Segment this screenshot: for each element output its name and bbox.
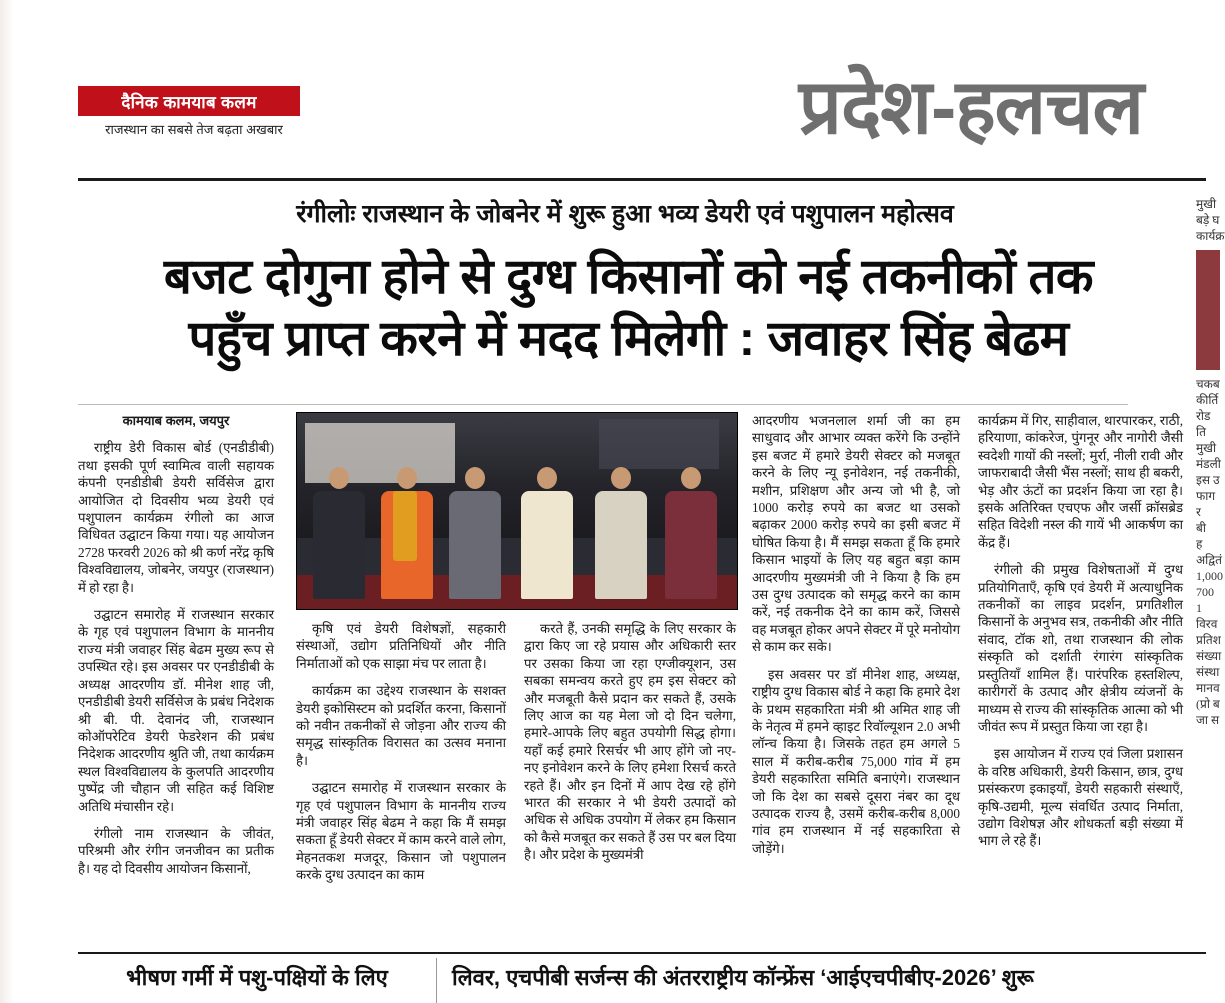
masthead-divider bbox=[78, 178, 1206, 181]
headline-line-2: पहुँच प्राप्त करने में मदद मिलेगी : जवाहर सिंह बेढम bbox=[188, 312, 1069, 366]
headline-divider bbox=[78, 404, 1128, 405]
photo-person bbox=[379, 467, 435, 599]
edge-text: फाग र bbox=[1196, 489, 1216, 519]
paragraph: उद्घाटन समारोह में राजस्थान सरकार के गृह एवं पशुपालन विभाग के माननीय राज्य मंत्री जवाहर सिंह बेढम ने कहा कि मैं समझ सकता हूँ डेयरी सेक्टर में काम करने वाले लोग, मेहनतकश मजदूर, किसान जो पशुपालन करके दुग्ध उत्पादन का काम bbox=[296, 780, 506, 883]
photo-person bbox=[311, 467, 367, 599]
byline: कामयाब कलम, जयपुर bbox=[122, 413, 230, 428]
edge-text: कार्यक्र bbox=[1196, 229, 1225, 243]
paragraph: रंगीलो की प्रमुख विशेषताओं में दुग्ध प्रतियोगिताएँ, कृषि एवं डेयरी में अत्याधुनिक तकनीकों का लाइव प्रदर्शन, प्रगतिशील किसानों के अनुभव सत्र, तकनीकी और नीति संवाद, टॉक शो, तथा राजस्थान की लोक संस्कृति को दर्शाती रंगारंग सांस्कृतिक प्रस्तुतियाँ शामिल हैं। पारंपरिक हस्तशिल्प, कारीगरों के उत्पाद और क्षेत्रीय व्यंजनों के माध्यम से राज्य की सांस्कृतिक आत्मा को भी जीवंत रूप में प्रस्तुत किया जा रहा है। bbox=[978, 562, 1183, 734]
paragraph: करते हैं, उनकी समृद्धि के लिए सरकार के द्वारा किए जा रहे प्रयास और अधिकारी स्तर पर उसका किया जा रहा एग्जीक्यूशन, उस सबका समन्वय करते हुए हम इस सेक्टर को और मजबूती कैसे प्रदान कर सकते हैं, उसके लिए आज का यह मेला जो दो दिन चलेगा, हमारे-आपके लिए बहुत उपयोगी सिद्ध होगा। यहाँ कई हमारे रिसर्चर भी आए होंगे जो नए-नए इनोवेशन करने के लिए हमेशा रिसर्च करते रहते हैं। और इन दिनों में आप देख रहे होंगे भारत की सरकार ने भी डेयरी उत्पादों को अधिक से अधिक उपयोग में लेकर हम किसान को कैसे मजबूत कर सकते हैं उस पर बल दिया है। और प्रदेश के मुख्यमंत्री bbox=[524, 621, 736, 863]
headline-line-1: बजट दोगुना होने से दुग्ध किसानों को नई तकनीकों तक bbox=[163, 250, 1094, 304]
edge-text: ह bbox=[1196, 537, 1203, 551]
article-column-4 bbox=[752, 412, 960, 867]
edge-text: बी bbox=[1196, 521, 1206, 535]
paragraph: इस आयोजन में राज्य एवं जिला प्रशासन के वरिष्ठ अधिकारी, डेयरी किसान, छात्र, दुग्ध प्रसंस्करण इकाइयाँ, डेयरी सहकारी संस्थाएँ, कृषि-उद्यमी, मूल्य संवर्धित उत्पाद निर्माता, उद्योग विशेषज्ञ और शोधकर्ता बड़ी संख्या में भाग ले रहे हैं। bbox=[978, 746, 1183, 849]
paragraph: कार्यक्रम का उद्देश्य राजस्थान के सशक्त डेयरी इकोसिस्टम को प्रदर्शित करना, किसानों को नवीन तकनीकों से जोड़ना और राज्य की समृद्ध सांस्कृतिक विरासत का उत्सव मनाना है। bbox=[296, 683, 506, 768]
edge-text: मुखी bbox=[1196, 197, 1217, 211]
edge-text: (प्रो ब bbox=[1196, 697, 1220, 711]
article-headline bbox=[86, 246, 1171, 370]
edge-text: विरव bbox=[1196, 617, 1218, 631]
paragraph: कार्यक्रम में गिर, साहीवाल, थारपारकर, राठी, हरियाणा, कांकरेज, पुंगनूर और नागोरी जैसी स्वदेशी गायों की नस्लों; मुर्रा, नीली रावी और जाफराबादी जैसी भैंस नस्लों; साथ ही बकरी, भेड़ और ऊंटों का प्रदर्शन किया जा रहा है। इसके अतिरिक्त एचएफ और जर्सी क्रॉसब्रेड सहित विदेशी नस्ल की गायें भी आकर्षण का केंद्र हैं। bbox=[978, 413, 1183, 550]
edge-text: 700 1 bbox=[1196, 585, 1214, 615]
bottom-headline-right: लिवर, एचपीबी सर्जन्स की अंतरराष्ट्रीय कॉन्फ्रेंस ‘आईएचपीबीए-2026’ शुरू bbox=[452, 965, 1034, 990]
article-kicker: रंगीलोः राजस्थान के जोबनेर में शुरू हुआ भव्य डेयरी एवं पशुपालन महोत्सव bbox=[296, 200, 954, 228]
photo-stage-panel bbox=[599, 419, 719, 469]
bottom-column-separator bbox=[436, 958, 437, 1003]
brand-tagline: राजस्थान का सबसे तेज बढ़ता अखबार bbox=[105, 122, 283, 137]
article-column-5 bbox=[978, 412, 1183, 860]
edge-photo bbox=[1196, 250, 1220, 370]
article-column-2 bbox=[296, 620, 506, 894]
edge-text: अद्वितं bbox=[1196, 553, 1223, 567]
bottom-divider bbox=[78, 952, 1206, 954]
edge-text: मुखी bbox=[1196, 441, 1217, 455]
photo-person bbox=[663, 467, 719, 599]
article-photo bbox=[296, 412, 738, 610]
paragraph: आदरणीय भजनलाल शर्मा जी का हम साधुवाद और आभार व्यक्त करेंगे कि उन्होंने इस बजट में हमारे डेयरी सेक्टर को मजबूत करने के लिए न्यू इनोवेशन, नई तकनीकी, मशीन, प्रशिक्षण और अन्य जो भी है, जो 1000 करोड़ रुपये का बजट था उसको बढ़ाकर 2000 करोड़ रुपये का इसी बजट में घोषित किया है। मैं समझ सकता हूँ कि हमारे किसान भाइयों के लिए यह बहुत बड़ा काम आदरणीय मुख्यमंत्री जी ने किया है कि हम उस दुग्ध उत्पादक को समृद्ध करने का काम करें, नई तकनीक देने का काम करें, जिससे वह मजबूत होकर अपने सेक्टर में पूरे मनोयोग से काम कर सके। bbox=[752, 413, 960, 655]
edge-text: प्रतिश bbox=[1196, 633, 1221, 647]
section-title: प्रदेश-हलचल bbox=[798, 65, 1143, 150]
edge-text: इस उ bbox=[1196, 473, 1220, 487]
paragraph: राष्ट्रीय डेरी विकास बोर्ड (एनडीडीबी) तथा इसकी पूर्ण स्वामित्व वाली सहायक कंपनी एनडीडीबी डेयरी सर्विसेज द्वारा आयोजित दो दिवसीय भव्य डेयरी एवं पशुपालन कार्यक्रम रंगीलो का आज विधिवत उद्घाटन किया गया। यह आयोजन 2728 फरवरी 2026 को श्री कर्ण नरेंद्र कृषि विश्वविद्यालय, जोबनेर, जयपुर (राजस्थान) में हो रहा है। bbox=[78, 440, 274, 595]
article-column-1 bbox=[78, 412, 274, 887]
paragraph: रंगीलो नाम राजस्थान के जीवंत, परिश्रमी और रंगीन जनजीवन का प्रतीक है। यह दो दिवसीय आयोजन किसानों, bbox=[78, 825, 274, 876]
photo-person bbox=[519, 467, 575, 599]
edge-text: मानव bbox=[1196, 681, 1220, 695]
paragraph: इस अवसर पर डॉ मीनेश शाह, अध्यक्ष, राष्ट्रीय दुग्ध विकास बोर्ड ने कहा कि हमारे देश के प्रथम सहकारिता मंत्री श्री अमित शाह जी के नेतृत्व में हमने व्हाइट रिवॉल्यूशन 2.0 अभी लॉन्च किया है। जिसके तहत हम अगले 5 साल में करीब-करीब 75,000 गांव में हम डेयरी सहकारिता समिति बनाएंगे। राजस्थान जो कि देश का सबसे दूसरा नंबर का दूध उत्पादक राज्य है, उसमें करीब-करीब 8,000 गांव हम राजस्थान में नई सहकारिता से जोड़ेंगे। bbox=[752, 666, 960, 856]
bottom-headline-left: भीषण गर्मी में पशु-पक्षियों के लिए bbox=[126, 965, 388, 990]
paragraph: कृषि एवं डेयरी विशेषज्ञों, सहकारी संस्थाओं, उद्योग प्रतिनिधियों और नीति निर्माताओं को एक साझा मंच पर लाता है। bbox=[296, 621, 506, 671]
edge-text: 1,000 bbox=[1196, 569, 1223, 583]
edge-text: कीर्ति bbox=[1196, 393, 1219, 407]
edge-text: जा स bbox=[1196, 713, 1220, 727]
edge-text: रोड ति bbox=[1196, 409, 1211, 439]
edge-text: मंडली bbox=[1196, 457, 1221, 471]
paragraph: उद्घाटन समारोह में राजस्थान सरकार के गृह एवं पशुपालन विभाग के माननीय राज्य मंत्री जवाहर सिंह बेढम मुख्य रूप से उपस्थित रहे। इस अवसर पर एनडीडीबी के अध्यक्ष आदरणीय डॉ. मीनेश शाह जी, एनडीडीबी डेयरी सर्विसेज के प्रबंध निदेशक श्री बी. पी. देवानंद जी, राजस्थान कोऑपरेटिव डेयरी फेडरेशन की प्रबंध निदेशक आदरणीय श्रुति जी, तथा कार्यक्रम स्थल विश्वविद्यालय के कुलपति आदरणीय पुष्पेंद्र जी चौहान जी सहित कई विशिष्ट अतिथि मंचासीन रहे। bbox=[78, 607, 274, 814]
edge-column-fragment bbox=[1196, 196, 1225, 956]
masthead bbox=[78, 60, 1208, 160]
edge-text: संस्था bbox=[1196, 665, 1220, 679]
edge-text: संख्या bbox=[1196, 649, 1222, 663]
photo-person bbox=[447, 467, 503, 599]
edge-text: बड़े घ bbox=[1196, 213, 1220, 227]
brand-name: दैनिक कामयाब कलम bbox=[78, 86, 300, 116]
photo-person bbox=[593, 467, 649, 599]
edge-text: चकब bbox=[1196, 377, 1220, 391]
article-column-3 bbox=[524, 620, 736, 874]
